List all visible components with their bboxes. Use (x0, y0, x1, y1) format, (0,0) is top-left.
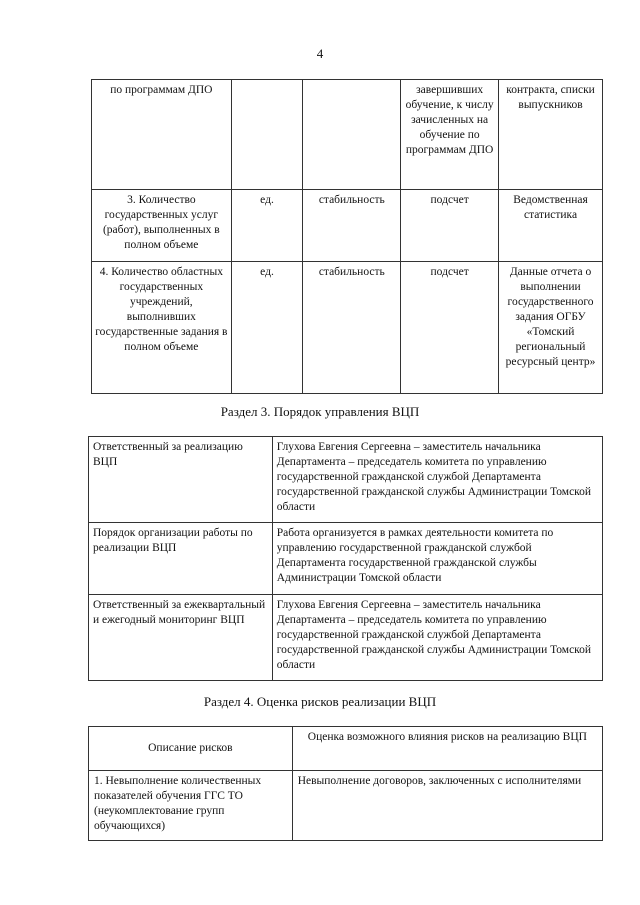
table-row (89, 437, 603, 523)
table-cell: Ведомственная статистика (499, 190, 603, 262)
table-cell: 1. Невыполнение количественных показателей обучения ГГС ТО (неукомплектование групп обучающихся) (89, 771, 293, 841)
table-cell: стабильность (303, 262, 401, 394)
management-table (88, 436, 603, 681)
table-cell (231, 80, 303, 190)
page-number: 4 (316, 46, 324, 61)
table-cell: Ответственный за реализацию ВЦП (89, 437, 273, 523)
table-row (89, 595, 603, 681)
table-header-cell: Оценка возможного влияния рисков на реализацию ВЦП (292, 727, 602, 771)
table-cell: подсчет (401, 190, 499, 262)
table-cell (303, 80, 401, 190)
table-cell: 4. Количество областных государственных учреждений, выполнивших государственные задания в полном объеме (92, 262, 232, 394)
table-cell: контракта, списки выпускников (499, 80, 603, 190)
table-cell: Данные отчета о выполнении государственного задания ОГБУ «Томский региональный ресурсный центр» (499, 262, 603, 394)
risks-table (88, 726, 603, 841)
indicators-table (91, 79, 603, 394)
table-cell: Невыполнение договоров, заключенных с исполнителями (292, 771, 602, 841)
table-cell: ед. (231, 190, 303, 262)
table-cell: 3. Количество государственных услуг (работ), выполненных в полном объеме (92, 190, 232, 262)
table-row (92, 80, 603, 190)
table-row (89, 771, 603, 841)
table-cell: Глухова Евгения Сергеевна – заместитель начальника Департамента – председатель комитета по управлению государственной гражданской службой Департамента государственной гражданской службы Администрации Томской области (272, 595, 602, 681)
table-cell: стабильность (303, 190, 401, 262)
section-4-heading: Раздел 4. Оценка рисков реализации ВЦП (203, 694, 437, 709)
table-row (92, 190, 603, 262)
table-cell: завершивших обучение, к числу зачисленных на обучение по программам ДПО (401, 80, 499, 190)
table-header-row (89, 727, 603, 771)
table-header-cell: Описание рисков (89, 727, 293, 771)
table-cell: по программам ДПО (92, 80, 232, 190)
table-cell: Работа организуется в рамках деятельности комитета по управлению государственной гражданской службой Департамента государственной гражданской службы Администрации Томской области (272, 523, 602, 595)
table-cell: Порядок организации работы по реализации ВЦП (89, 523, 273, 595)
section-3-heading: Раздел 3. Порядок управления ВЦП (220, 404, 420, 419)
table-cell: ед. (231, 262, 303, 394)
table-cell: Глухова Евгения Сергеевна – заместитель начальника Департамента – председатель комитета по управлению государственной гражданской службой Департамента государственной гражданской службы Администрации Томской области (272, 437, 602, 523)
table-cell: Ответственный за ежеквартальный и ежегодный мониторинг ВЦП (89, 595, 273, 681)
table-row (92, 262, 603, 394)
table-row (89, 523, 603, 595)
table-cell: подсчет (401, 262, 499, 394)
